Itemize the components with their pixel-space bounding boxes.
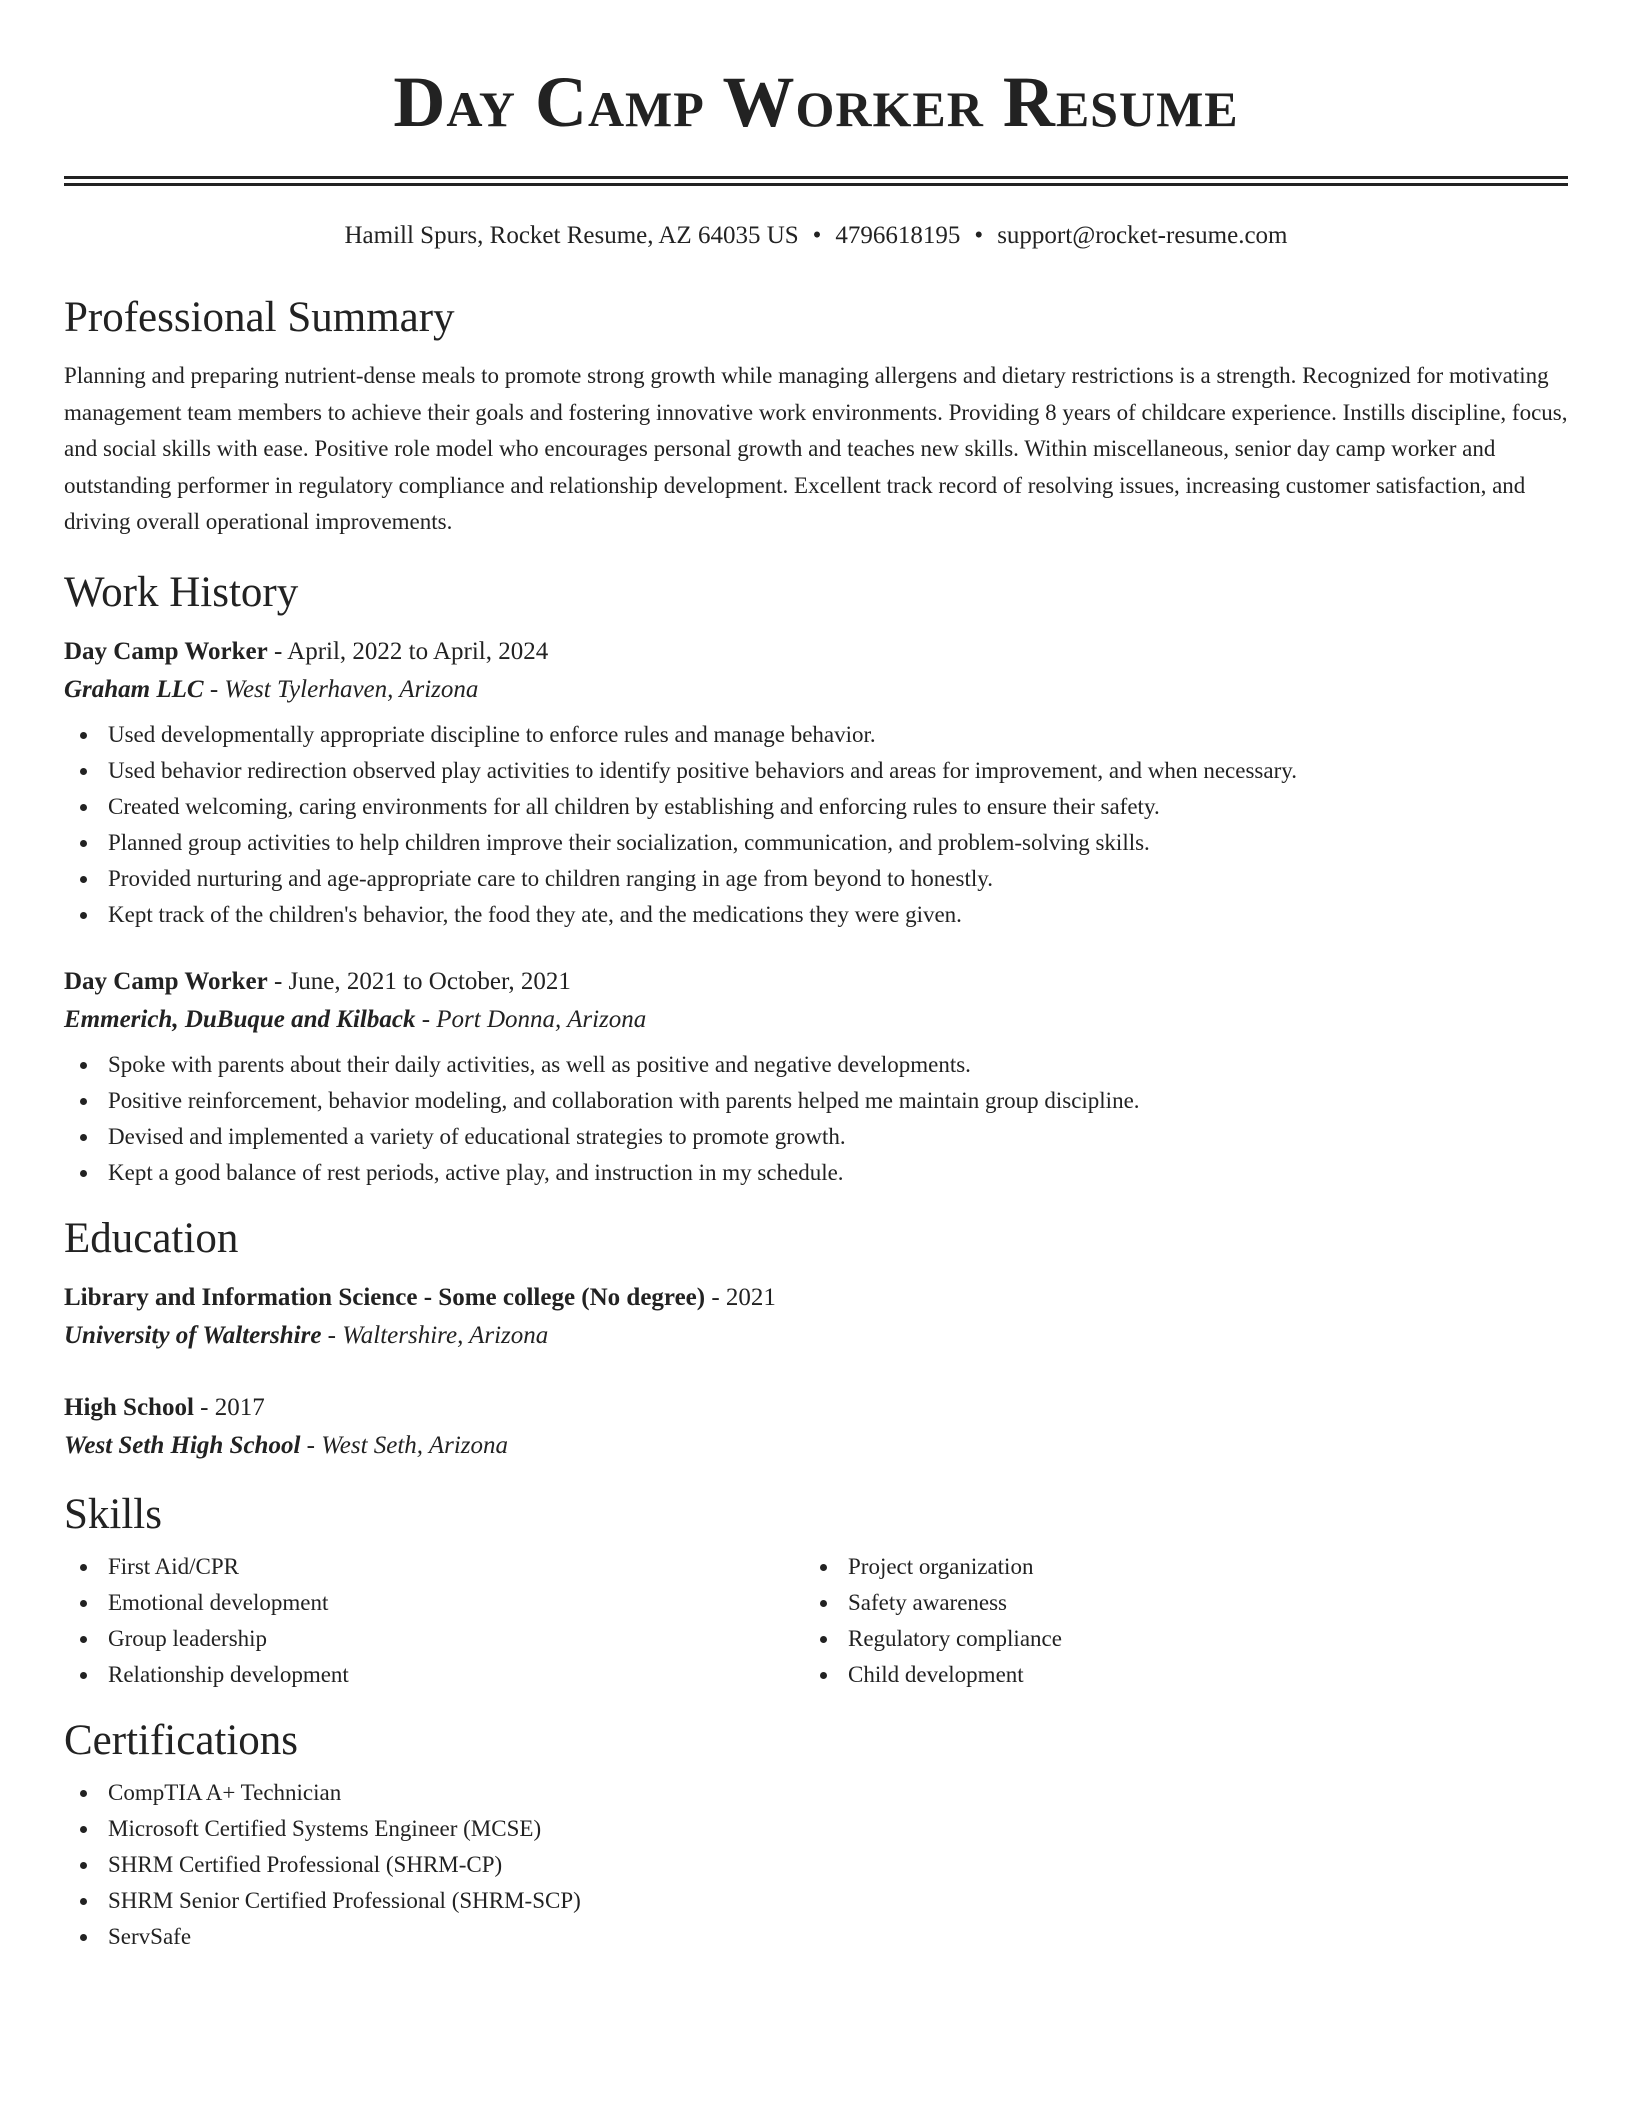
list-item: Used behavior redirection observed play activities to identify positive behaviors and areas for improvement, and when necessary. bbox=[108, 753, 1568, 789]
job-dates: - June, 2021 to October, 2021 bbox=[267, 967, 571, 995]
job-bullets bbox=[64, 717, 1568, 933]
contact-phone: 4796618195 bbox=[835, 222, 961, 249]
list-item: Child development bbox=[848, 1657, 1544, 1693]
education-degree-line bbox=[64, 1279, 1568, 1317]
list-item: SHRM Certified Professional (SHRM-CP) bbox=[108, 1847, 1568, 1883]
list-item: SHRM Senior Certified Professional (SHRM-SCP) bbox=[108, 1883, 1568, 1919]
education-heading: Education bbox=[64, 1214, 239, 1262]
job-role: Day Camp Worker bbox=[64, 967, 268, 995]
job-dates: - April, 2022 to April, 2024 bbox=[267, 637, 549, 665]
skills-list bbox=[64, 1549, 804, 1693]
skills-column-right bbox=[804, 1549, 1544, 1693]
list-item: Safety awareness bbox=[848, 1585, 1544, 1621]
job-title-line bbox=[64, 633, 1568, 671]
list-item: Group leadership bbox=[108, 1621, 804, 1657]
list-item: Provided nurturing and age-appropriate care to children ranging in age from beyond to honestly. bbox=[108, 861, 1568, 897]
job-company-line bbox=[64, 1001, 1568, 1039]
title-divider bbox=[64, 176, 1568, 186]
list-item: First Aid/CPR bbox=[108, 1549, 804, 1585]
list-item: Emotional development bbox=[108, 1585, 804, 1621]
work-history-heading: Work History bbox=[64, 568, 299, 616]
list-item: ServSafe bbox=[108, 1919, 1568, 1955]
list-item: Devised and implemented a variety of educational strategies to promote growth. bbox=[108, 1119, 1568, 1155]
job-company: Graham LLC bbox=[64, 675, 204, 703]
contact-separator: • bbox=[974, 222, 984, 249]
education-entry bbox=[64, 1279, 1568, 1355]
job-entry bbox=[64, 633, 1568, 933]
education-school: West Seth High School bbox=[64, 1431, 301, 1459]
job-location: - West Tylerhaven, Arizona bbox=[203, 675, 479, 703]
education-location: - Waltershire, Arizona bbox=[321, 1321, 549, 1349]
skills-grid bbox=[64, 1549, 1568, 1693]
list-item: Kept a good balance of rest periods, active play, and instruction in my schedule. bbox=[108, 1155, 1568, 1191]
contact-address: Hamill Spurs, Rocket Resume, AZ 64035 US bbox=[344, 222, 799, 249]
list-item: Microsoft Certified Systems Engineer (MCSE) bbox=[108, 1811, 1568, 1847]
list-item: Kept track of the children's behavior, the food they ate, and the medications they were given. bbox=[108, 897, 1568, 933]
education-year: - 2021 bbox=[705, 1283, 776, 1311]
education-school-line bbox=[64, 1317, 1568, 1355]
job-entry bbox=[64, 963, 1568, 1191]
contact-email: support@rocket-resume.com bbox=[997, 222, 1288, 249]
resume-title: Day Camp Worker Resume bbox=[393, 62, 1239, 142]
job-title-line bbox=[64, 963, 1568, 1001]
job-role: Day Camp Worker bbox=[64, 637, 268, 665]
skills-list bbox=[804, 1549, 1544, 1693]
education-location: - West Seth, Arizona bbox=[300, 1431, 509, 1459]
list-item: Spoke with parents about their daily activities, as well as positive and negative developments. bbox=[108, 1047, 1568, 1083]
contact-separator: • bbox=[812, 222, 822, 249]
education-degree: Library and Information Science - Some college (No degree) bbox=[64, 1283, 706, 1311]
job-location: - Port Donna, Arizona bbox=[415, 1005, 647, 1033]
contact-line bbox=[64, 220, 1568, 252]
list-item: Project organization bbox=[848, 1549, 1544, 1585]
education-school: University of Waltershire bbox=[64, 1321, 322, 1349]
job-company-line bbox=[64, 671, 1568, 709]
list-item: Used developmentally appropriate discipline to enforce rules and manage behavior. bbox=[108, 717, 1568, 753]
list-item: Regulatory compliance bbox=[848, 1621, 1544, 1657]
education-entry bbox=[64, 1389, 1568, 1465]
job-company: Emmerich, DuBuque and Kilback bbox=[64, 1005, 416, 1033]
list-item: CompTIA A+ Technician bbox=[108, 1775, 1568, 1811]
education-degree-line bbox=[64, 1389, 1568, 1427]
skills-column-left bbox=[64, 1549, 804, 1693]
list-item: Positive reinforcement, behavior modeling, and collaboration with parents helped me maintain group discipline. bbox=[108, 1083, 1568, 1119]
certifications-list bbox=[64, 1775, 1568, 1955]
job-bullets bbox=[64, 1047, 1568, 1191]
list-item: Created welcoming, caring environments for all children by establishing and enforcing rules to ensure their safety. bbox=[108, 789, 1568, 825]
summary-text: Planning and preparing nutrient-dense meals to promote strong growth while managing allergens and dietary restrictions is a strength. Recognized for motivating management team members to achieve their goals and fostering innovative work environments. Providing 8 years of childcare experience. Instills discipline, focus, and social skills with ease. Positive role model who encourages personal growth and teaches new skills. Within miscellaneous, senior day camp worker and outstanding performer in regulatory compliance and relationship development. Excellent track record of resolving issues, increasing customer satisfaction, and driving overall operational improvements. bbox=[64, 363, 1568, 534]
education-degree: High School bbox=[64, 1393, 194, 1421]
certifications-heading: Certifications bbox=[64, 1716, 299, 1764]
skills-heading: Skills bbox=[64, 1490, 162, 1538]
education-year: - 2017 bbox=[193, 1393, 265, 1421]
education-school-line bbox=[64, 1427, 1568, 1465]
list-item: Planned group activities to help children improve their socialization, communication, and problem-solving skills. bbox=[108, 825, 1568, 861]
list-item: Relationship development bbox=[108, 1657, 804, 1693]
summary-heading: Professional Summary bbox=[64, 294, 455, 341]
